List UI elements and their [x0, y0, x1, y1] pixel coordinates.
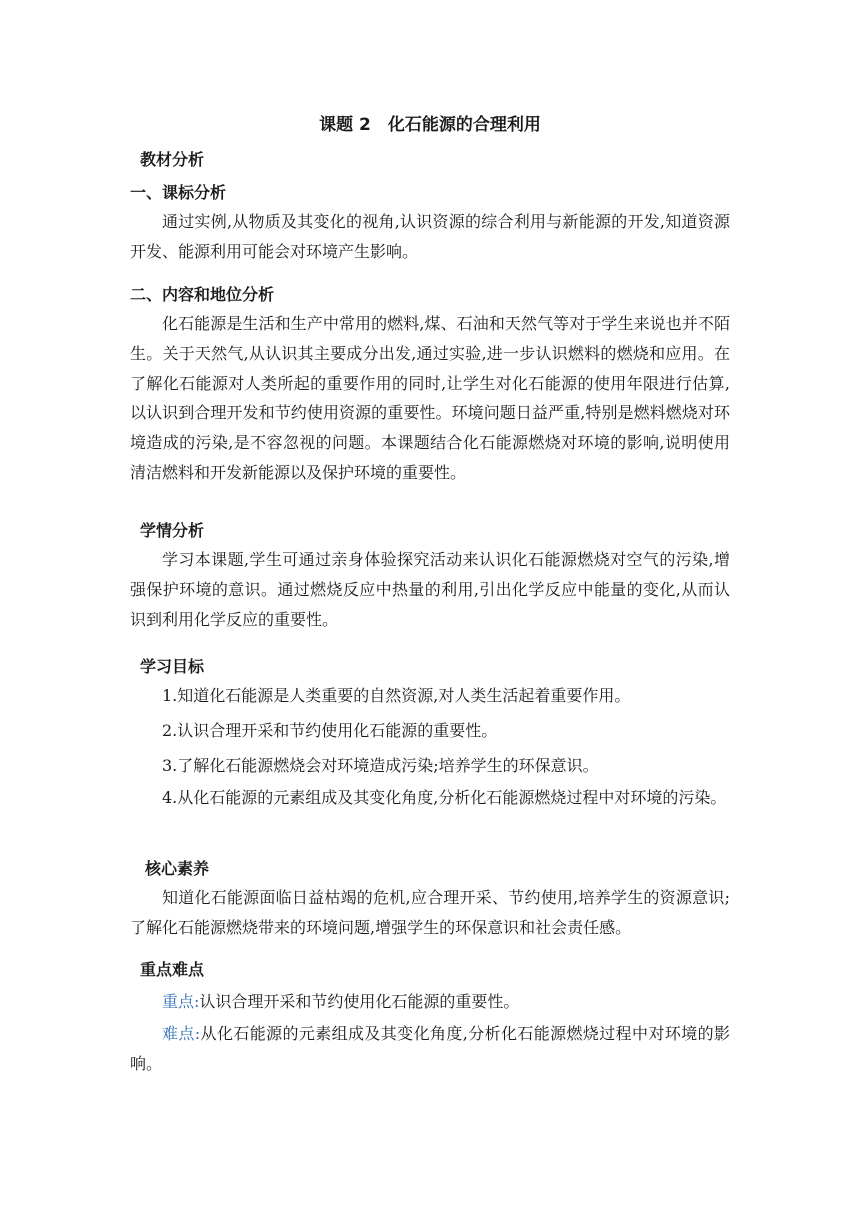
difficult-point-line — [130, 1019, 730, 1079]
goal-item: 1.知道化石能源是人类重要的自然资源,对人类生活起着重要作用。 — [162, 686, 631, 705]
goal-item: 3.了解化石能源燃烧会对环境造成污染;培养学生的环保意识。 — [162, 756, 599, 775]
heading-learner-analysis: 学情分析 — [140, 521, 205, 540]
paragraph-curriculum: 通过实例,从物质及其变化的视角,认识资源的综合利用与新能源的开发,知道资源开发、能源利用可能会对环境产生影响。 — [130, 212, 730, 261]
heading-key-difficult: 重点难点 — [140, 960, 205, 979]
paragraph-core-literacy: 知道化石能源面临日益枯竭的危机,应合理开采、节约使用,培养学生的资源意识;了解化石能源燃烧带来的环境问题,增强学生的环保意识和社会责任感。 — [130, 888, 730, 937]
difficult-point-label: 难点: — [162, 1024, 201, 1043]
difficult-point-text: 从化石能源的元素组成及其变化角度,分析化石能源燃烧过程中对环境的影响。 — [130, 1024, 730, 1073]
heading-core-literacy: 核心素养 — [145, 859, 210, 878]
paragraph-learner: 学习本课题,学生可通过亲身体验探究活动来认识化石能源燃烧对空气的污染,增强保护环境的意识。通过燃烧反应中热量的利用,引出化学反应中能量的变化,从而认识到利用化学反应的重要性。 — [130, 550, 730, 629]
key-point-label: 重点: — [162, 992, 200, 1011]
key-point-text: 认识合理开采和节约使用化石能源的重要性。 — [199, 992, 520, 1011]
paragraph-content: 化石能源是生活和生产中常用的燃料,煤、石油和天然气等对于学生来说也并不陌生。关于天然气,从认识其主要成分出发,通过实验,进一步认识燃料的燃烧和应用。在了解化石能源对人类所起的重要作用的同时,让学生对化石能源的使用年限进行估算,以认识到合理开发和节约使用资源的重要性。环境问题日益严重,特别是燃料燃烧对环境造成的污染,是不容忽视的问题。本课题结合化石能源燃烧对环境的影响,说明使用清洁燃料和开发新能源以及保护环境的重要性。 — [130, 314, 730, 482]
page-title: 课题 2 化石能源的合理利用 — [319, 115, 541, 135]
heading-curriculum: 一、课标分析 — [130, 183, 227, 202]
heading-content: 二、内容和地位分析 — [130, 285, 275, 304]
goal-item: 4.从化石能源的元素组成及其变化角度,分析化石能源燃烧过程中对环境的污染。 — [162, 788, 727, 807]
heading-textbook-analysis: 教材分析 — [140, 150, 205, 169]
heading-goals: 学习目标 — [140, 657, 205, 676]
key-point-line — [162, 989, 519, 1012]
goal-item: 2.认识合理开采和节约使用化石能源的重要性。 — [162, 721, 498, 740]
